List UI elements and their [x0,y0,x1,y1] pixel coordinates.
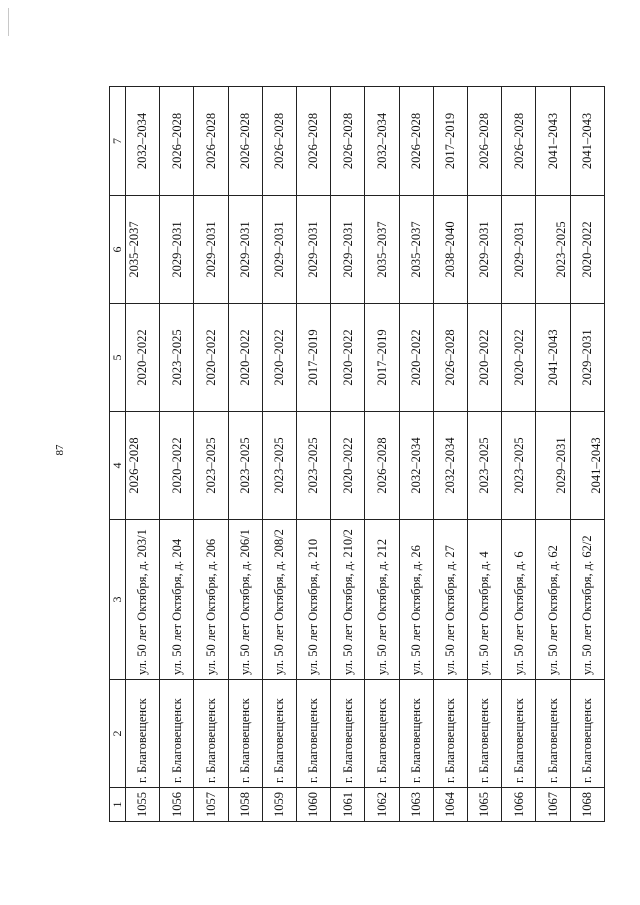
address-cell: ул. 50 лет Октября, д. 206/1 [228,520,262,680]
period-cell-7: 2026–2028 [297,87,331,196]
city-cell: г. Благовещенск [297,680,331,788]
period-cell-4: 2023–2025 [228,412,262,520]
city-cell: г. Благовещенск [502,680,536,788]
period-cell-7: 2026–2028 [160,87,194,196]
city-cell: г. Благовещенск [160,680,194,788]
row-number: 1062 [365,788,399,822]
period-cell-4: 2023–2025 [468,412,502,520]
city-cell: г. Благовещенск [399,680,433,788]
row-number: 1059 [262,788,296,822]
period-cell-4: 2023–2025 [297,412,331,520]
row-number: 1063 [399,788,433,822]
period-cell-7: 2026–2028 [468,87,502,196]
period-cell-6: 2029–2031 [297,196,331,304]
city-cell: г. Благовещенск [228,680,262,788]
period-cell-4: 2032–2034 [399,412,433,520]
address-cell: ул. 50 лет Октября, д. 212 [365,520,399,680]
period-cell-7: 2026–2028 [399,87,433,196]
header-cell: 7 [110,87,126,196]
period-cell-6: 2029–2031 [194,196,228,304]
address-cell: ул. 50 лет Октября, д. 204 [160,520,194,680]
period-cell-6: 2029–2031 [160,196,194,304]
table-row [399,87,433,822]
page-number: 87 [54,444,66,456]
header-row [110,87,126,822]
period-cell-7: 2017–2019 [433,87,467,196]
table-row [536,87,570,822]
margin-line [8,8,9,36]
city-cell: г. Благовещенск [536,680,570,788]
period-cell-5: 2020–2022 [331,304,365,412]
period-cell-7: 2032–2034 [365,87,399,196]
table-row [297,87,331,822]
period-cell-4: 2041–2043 [570,412,604,520]
city-cell: г. Благовещенск [262,680,296,788]
table-row [160,87,194,822]
period-cell-7: 2026–2028 [228,87,262,196]
header-cell: 3 [110,520,126,680]
row-number: 1067 [536,788,570,822]
row-number: 1058 [228,788,262,822]
address-cell: ул. 50 лет Октября, д. 27 [433,520,467,680]
row-number: 1061 [331,788,365,822]
city-cell: г. Благовещенск [194,680,228,788]
period-cell-6: 2029–2031 [468,196,502,304]
period-cell-7: 2041–2043 [570,87,604,196]
table-row [570,87,604,822]
period-cell-6: 2035–2037 [126,196,160,304]
period-cell-6: 2023–2025 [536,196,570,304]
row-number: 1056 [160,788,194,822]
period-cell-4: 2029–2031 [536,412,570,520]
period-cell-5: 2020–2022 [262,304,296,412]
city-cell: г. Благовещенск [365,680,399,788]
table-row [331,87,365,822]
period-cell-7: 2026–2028 [502,87,536,196]
header-cell: 2 [110,680,126,788]
period-cell-7: 2041–2043 [536,87,570,196]
period-cell-6: 2029–2031 [502,196,536,304]
row-number: 1064 [433,788,467,822]
rotated-table-container [109,87,605,822]
period-cell-5: 2020–2022 [468,304,502,412]
period-cell-4: 2020–2022 [331,412,365,520]
table-frame [109,87,605,822]
period-cell-4: 2023–2025 [502,412,536,520]
city-cell: г. Благовещенск [570,680,604,788]
row-number: 1066 [502,788,536,822]
address-cell: ул. 50 лет Октября, д. 4 [468,520,502,680]
row-number: 1068 [570,788,604,822]
table-row [502,87,536,822]
period-cell-4: 2020–2022 [160,412,194,520]
table-row [365,87,399,822]
row-number: 1057 [194,788,228,822]
table-body [110,87,605,822]
address-cell: ул. 50 лет Октября, д. 6 [502,520,536,680]
period-cell-5: 2020–2022 [399,304,433,412]
address-cell: ул. 50 лет Октября, д. 210/2 [331,520,365,680]
period-cell-5: 2020–2022 [502,304,536,412]
period-cell-6: 2038–2040 [433,196,467,304]
address-cell: ул. 50 лет Октября, д. 62/2 [570,520,604,680]
period-cell-4: 2026–2028 [365,412,399,520]
address-cell: ул. 50 лет Октября, д. 62 [536,520,570,680]
address-cell: ул. 50 лет Октября, д. 206 [194,520,228,680]
period-cell-7: 2026–2028 [331,87,365,196]
period-cell-5: 2020–2022 [228,304,262,412]
period-cell-6: 2035–2037 [399,196,433,304]
period-cell-6: 2029–2031 [262,196,296,304]
address-cell: ул. 50 лет Октября, д. 203/1 [126,520,160,680]
row-number: 1065 [468,788,502,822]
period-cell-5: 2017–2019 [297,304,331,412]
schedule-table [109,86,605,822]
period-cell-5: 2017–2019 [365,304,399,412]
city-cell: г. Благовещенск [331,680,365,788]
table-row [228,87,262,822]
period-cell-6: 2035–2037 [365,196,399,304]
period-cell-5: 2041–2043 [536,304,570,412]
period-cell-7: 2026–2028 [194,87,228,196]
period-cell-6: 2029–2031 [228,196,262,304]
period-cell-5: 2026–2028 [433,304,467,412]
header-cell: 6 [110,196,126,304]
table-row [433,87,467,822]
row-number: 1060 [297,788,331,822]
period-cell-4: 2023–2025 [194,412,228,520]
period-cell-4: 2026–2028 [126,412,160,520]
city-cell: г. Благовещенск [126,680,160,788]
table-row [194,87,228,822]
period-cell-5: 2020–2022 [194,304,228,412]
header-cell: 4 [110,412,126,520]
period-cell-5: 2023–2025 [160,304,194,412]
table-row [262,87,296,822]
period-cell-6: 2020–2022 [570,196,604,304]
address-cell: ул. 50 лет Октября, д. 208/2 [262,520,296,680]
period-cell-7: 2026–2028 [262,87,296,196]
header-cell: 5 [110,304,126,412]
period-cell-6: 2029–2031 [331,196,365,304]
period-cell-5: 2020–2022 [126,304,160,412]
row-number: 1055 [126,788,160,822]
header-cell: 1 [110,788,126,822]
table-row [468,87,502,822]
period-cell-5: 2029–2031 [570,304,604,412]
address-cell: ул. 50 лет Октября, д. 26 [399,520,433,680]
city-cell: г. Благовещенск [468,680,502,788]
address-cell: ул. 50 лет Октября, д. 210 [297,520,331,680]
period-cell-7: 2032–2034 [126,87,160,196]
city-cell: г. Благовещенск [433,680,467,788]
period-cell-4: 2023–2025 [262,412,296,520]
period-cell-4: 2032–2034 [433,412,467,520]
table-row [126,87,160,822]
